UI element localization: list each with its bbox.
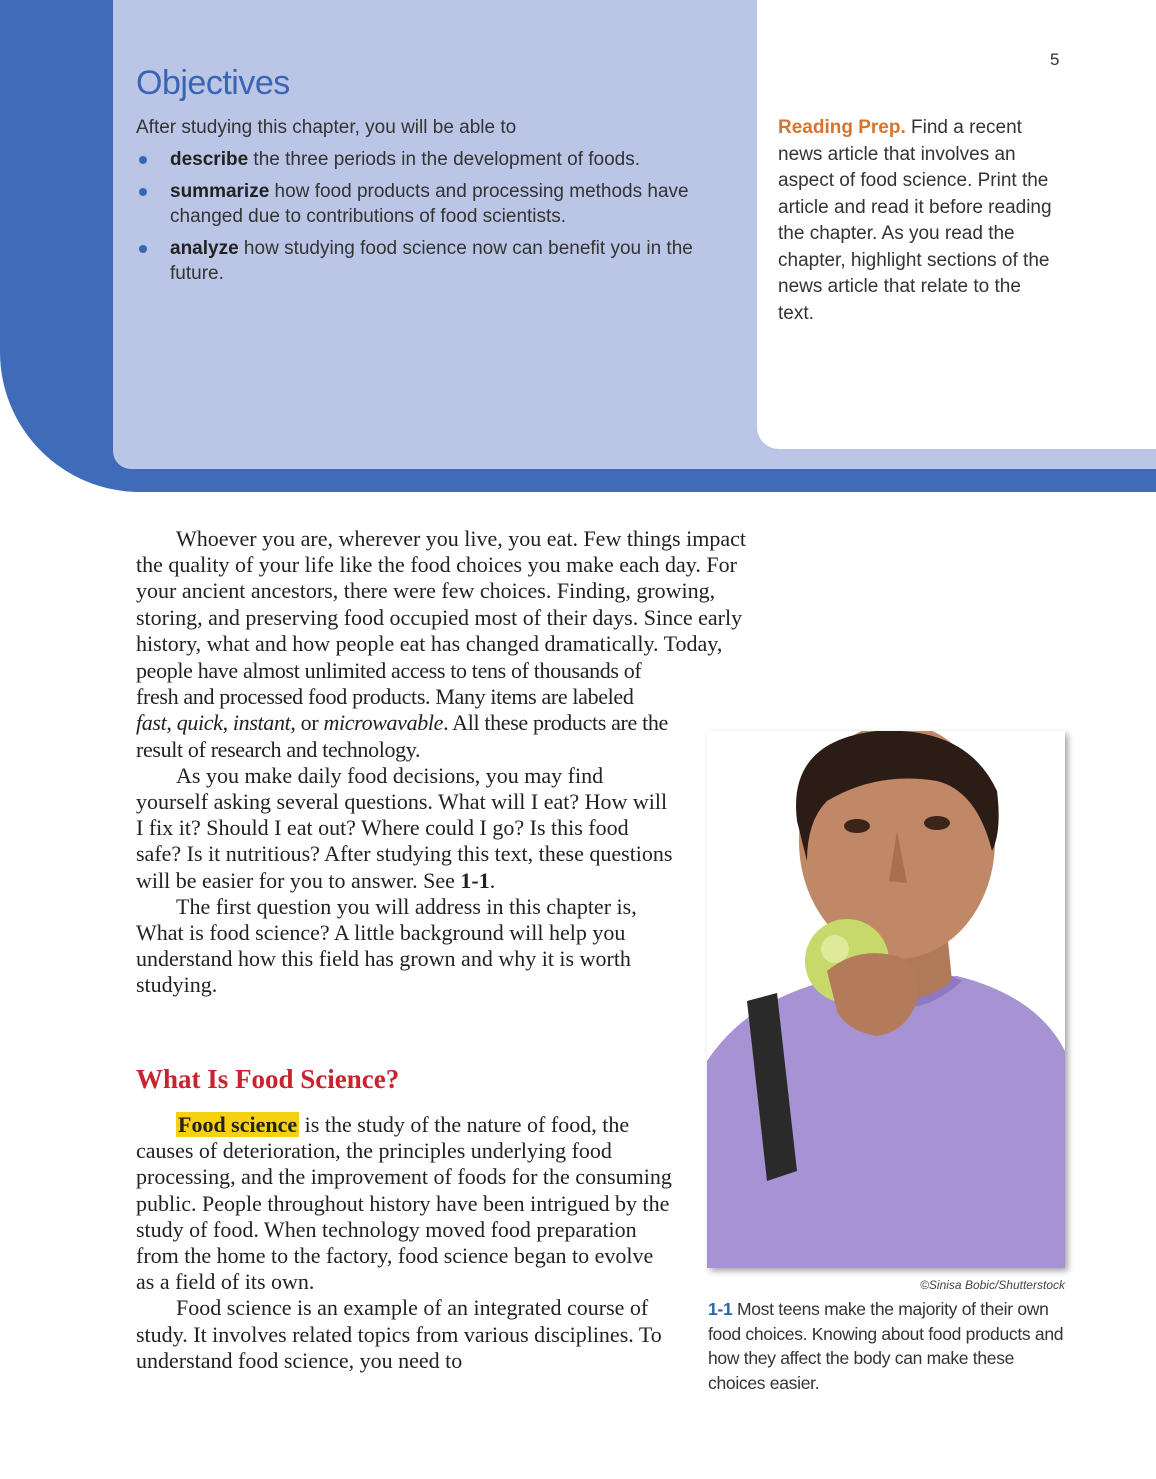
- emphasis: quick: [176, 710, 223, 736]
- figure-reference: 1-1: [460, 867, 490, 893]
- objectives-list: [136, 147, 751, 293]
- objective-item: [136, 179, 751, 229]
- figure-caption: [708, 1297, 1066, 1395]
- page-number: 5: [1050, 50, 1060, 69]
- separator: ,: [222, 710, 233, 736]
- emphasis: fast: [136, 710, 167, 736]
- separator: ,: [166, 710, 177, 736]
- paragraph-first-question: The first question you will address in this chapter is, What is food science? A little background will help you understand how this field has grown and why it is worth studying.: [136, 893, 637, 998]
- section-text: [136, 1112, 676, 1374]
- definition-paragraph: [136, 1112, 676, 1295]
- bullet-icon: [139, 156, 147, 164]
- objective-text: how food products and processing methods have changed due to contributions of food scientists.: [170, 181, 689, 227]
- section-heading: What Is Food Science?: [136, 1064, 400, 1094]
- intro-text: . All these products are the result of research and technology.: [136, 710, 668, 762]
- objectives-title: Objectives: [136, 64, 290, 102]
- reading-prep-text: Find a recent news article that involves an aspect of food science. Print the article and read it before reading the chapter. As you read the chapter, highlight sections of the news article that relate to the text.: [778, 117, 1052, 324]
- figure-id: 1-1: [708, 1299, 733, 1319]
- paragraph-text: As you make daily food decisions, you may find yourself asking several questions. What will I eat? How will I fix it? Should I eat out? Where could I go? Is this food safe? Is it nutritious? After studying this text, these questions will be easier for you to answer. See: [136, 762, 673, 893]
- objective-item: [136, 147, 751, 172]
- objective-verb: summarize: [170, 181, 270, 202]
- paragraph-questions: [136, 763, 674, 894]
- definition-text: is the study of the nature of food, the causes of deterioration, the principles underlying food processing, and the improvement of foods for the consuming public. People throughout history have been intrigued by the study of food. When technology moved food preparation from the home to the factory, food science began to evolve as a field of its own.: [136, 1112, 672, 1295]
- objectives-intro: After studying this chapter, you will be able to: [136, 117, 517, 138]
- intro-line: your ancient ancestors, there were few choices. Finding, growing,: [136, 578, 716, 604]
- reading-prep-label: Reading Prep.: [778, 117, 906, 138]
- figure-photo: [707, 731, 1065, 1268]
- body-text-column: [136, 658, 674, 999]
- caption-text: Most teens make the majority of their own food choices. Knowing about food products and how they affect the body can make these choices easier.: [708, 1299, 1064, 1393]
- objective-item: [136, 236, 751, 286]
- objective-text: the three periods in the development of foods.: [248, 149, 641, 170]
- emphasis: microwavable: [323, 710, 444, 736]
- intro-line: Whoever you are, wherever you live, you eat. Few things impact: [176, 526, 746, 551]
- reading-prep: [778, 115, 1058, 327]
- intro-line: the quality of your life like the food choices you make each day. For: [136, 552, 737, 578]
- integrated-study-paragraph: Food science is an example of an integrated course of study. It involves related topics from various disciplines. To understand food science, you need to: [136, 1295, 662, 1373]
- emphasis: instant: [232, 710, 291, 736]
- paragraph-end: .: [489, 867, 496, 893]
- separator: , or: [290, 710, 324, 736]
- key-term: Food science: [178, 1112, 298, 1137]
- objective-verb: describe: [170, 149, 249, 170]
- teen-eating-apple-illustration: [707, 731, 1065, 1268]
- intro-text: people have almost unlimited access to tens of thousands of fresh and processed food products. Many items are labeled: [136, 658, 642, 710]
- photo-credit: ©Sinisa Bobic/Shutterstock: [920, 1278, 1065, 1292]
- objective-verb: analyze: [170, 238, 239, 259]
- bullet-icon: [139, 188, 147, 196]
- intro-paragraph-continued: [136, 658, 674, 763]
- objective-text: how studying food science now can benefit you in the future.: [170, 238, 693, 284]
- intro-line: storing, and preserving food occupied most of their days. Since early: [136, 604, 743, 630]
- bullet-icon: [139, 245, 147, 253]
- intro-paragraph-wide: [136, 526, 836, 657]
- intro-line: history, what and how people eat has changed dramatically. Today,: [136, 630, 723, 656]
